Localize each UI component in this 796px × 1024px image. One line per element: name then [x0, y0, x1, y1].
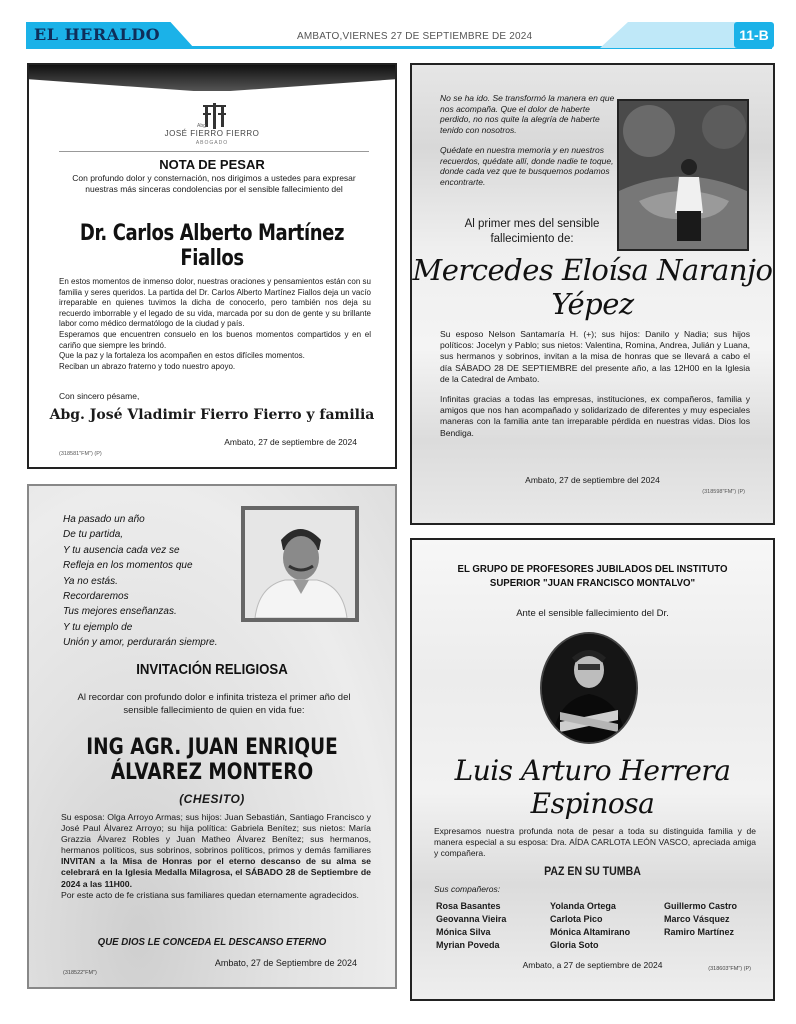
portrait-woman-icon — [619, 101, 749, 251]
notice-naranjo-yepez — [410, 63, 775, 525]
poem-line: Y tu ejemplo de — [63, 621, 133, 633]
portrait-man-icon — [245, 510, 355, 618]
closing-prayer: QUE DIOS LE CONCEDA EL DESCANSO ETERNO — [97, 936, 327, 948]
notice-body — [59, 277, 371, 372]
body-paragraph: Su esposo Nelson Santamaría H. (+); sus hijos: Danilo y Nadia; sus hijos políticos: Jocelyn y Pablo; sus nietos: Valentina, Romina, Andrea, Julián y Luana, sus hermanos y sobrinos, invitan a la misa de honras que se llevará a cabo el día SÁBADO 28 DE SEPTIEMBRE del presente año, a las 12H00 en la Iglesia de la Catedral de Ambato. — [440, 329, 750, 384]
logo-subtitle: ABOGADO — [195, 140, 229, 146]
logo-prefix: Abg. — [197, 123, 208, 129]
place-date: Ambato, a 27 de septiembre de 2024 — [522, 960, 663, 970]
poem — [440, 93, 620, 197]
title-line: SUPERIOR "JUAN FRANCISCO MONTALVO" — [489, 577, 696, 589]
companion-name: Guillermo Castro — [664, 901, 738, 911]
place-date: Ambato, 27 de septiembre de 2024 — [224, 437, 357, 447]
first-month-text: Al primer mes del sensible fallecimiento de: — [464, 218, 600, 245]
companion-name: Geovanna Vieira — [436, 914, 507, 924]
mass-invitation: INVITAN a la Misa de Honras por el eterno descanso de su alma se celebrará en la Iglesia Medalla Milagrosa, el SÁBADO 28 de Septiembre de 2024 a las 11H00. — [61, 856, 371, 889]
ad-code: (318581"FM") (P) — [59, 451, 102, 457]
title-line: EL GRUPO DE PROFESORES JUBILADOS DEL INSTITUTO — [457, 563, 728, 575]
companions-label: Sus compañeros: — [434, 884, 501, 894]
body-paragraph: Que la paz y la fortaleza los acompañen en estos difíciles momentos. — [59, 351, 305, 361]
poem-stanza: Quédate en nuestra memoria y en nuestros recuerdos, quédate allí, donde nadie te toque, donde cada vez que te busquemos podamos encontrarte. — [440, 145, 614, 187]
poem-line: Recordaremos — [63, 591, 129, 603]
poem-line: Ya no estás. — [63, 575, 118, 587]
body-paragraph: Esperamos que encuentren consuelo en los buenos momentos compartidos y en el cariño que siempre les brindó. — [59, 329, 371, 350]
notice-title: INVITACIÓN RELIGIOSA — [136, 661, 288, 678]
place-date: Ambato, 27 de septiembre del 2024 — [525, 475, 660, 485]
dateline: AMBATO,VIERNES 27 DE SEPTIEMBRE DE 2024 — [297, 31, 533, 42]
notice-title — [426, 562, 758, 590]
body-paragraph — [61, 812, 371, 890]
regards: Con sincero pésame, — [59, 391, 140, 401]
companion-name: Rosa Basantes — [436, 901, 501, 911]
companion-name: Mónica Silva — [436, 927, 491, 937]
notice-herrera-espinosa — [410, 538, 775, 1001]
notice-intro: Con profundo dolor y consternación, nos dirigimos a ustedes para expresar nuestras más sinceras condolencias por el sensible fallecimiento del — [72, 173, 356, 194]
body-paragraph: Infinitas gracias a todas las empresas, instituciones, ex compañeros, familia y amigos que nos han acompañado y solidarizado de diferentes y muy especiales maneras con la familia ante tan irreparable pérdida en nuestras vidas. Dios los Bendiga. — [440, 394, 750, 438]
poem-stanza: No se ha ido. Se transformó la manera en que nos acompaña. Que el dolor de haberte perdido, no nos quite la alegría de haberte tenido con nosotros. — [440, 93, 615, 135]
notice-title: NOTA DE PESAR — [159, 157, 265, 172]
notice-body — [61, 812, 371, 901]
poem-line: Ha pasado un año — [63, 514, 145, 525]
companion-name: Gloria Soto — [550, 940, 599, 950]
notice-body: Expresamos nuestra profunda nota de pesar a toda su distinguida familia y de manera especial a su esposa: Dra. AÍDA CARLOTA LEÓN VASCO, apreciada amiga y compañera. — [434, 826, 756, 858]
poem — [63, 512, 253, 651]
logo-name: JOSÉ FIERRO FIERRO — [164, 129, 260, 138]
deceased-name: Mercedes Eloísa Naranjo Yépez — [412, 253, 773, 321]
poem-line: Refleja en los momentos que — [63, 560, 193, 572]
deceased-photo — [617, 99, 749, 251]
rip-text: PAZ EN SU TUMBA — [544, 866, 641, 878]
body-paragraph: Por este acto de fe cristiana sus familiares quedan eternamente agradecidos. — [61, 889, 359, 900]
header-accent — [600, 22, 740, 48]
companions-column — [550, 900, 630, 952]
deceased-name — [58, 735, 365, 785]
companion-name: Ramiro Martínez — [664, 927, 735, 937]
poem-line: Tus mejores enseñanzas. — [63, 606, 177, 618]
companions-column — [436, 900, 506, 952]
family-list: Su esposa: Olga Arroyo Armas; sus hijos: Juan Sebastián, Santiago Francisco y José Paul Álvarez Arroyo; su hija política: Gabriela Benítez; sus nietos: María Grazzia Álvarez Robles y Juan Matheo Álvarez Benítez; sus hermanos, hermanos políticos, sus sobrinos, sobrinos políticos, primos y demás familiares — [61, 812, 371, 856]
companion-name: Mónica Altamirano — [550, 927, 631, 937]
notice-intro: Ante el sensible fallecimiento del Dr. — [516, 608, 669, 619]
deceased-photo — [540, 632, 638, 744]
poem-line: Unión y amor, perdurarán siempre. — [63, 637, 218, 649]
signature: Abg. José Vladimir Fierro Fierro y familia — [49, 407, 375, 423]
portrait-man-icon — [542, 634, 636, 742]
poem-line: Y tu ausencia cada vez se — [63, 544, 180, 556]
body-paragraph: Reciban un abrazo fraterno y todo nuestro apoyo. — [59, 361, 236, 371]
ad-code: (318603"FM") (P) — [708, 966, 751, 972]
divider — [59, 151, 369, 152]
notice-alvarez-montero — [27, 484, 397, 989]
name-line: ÁLVAREZ MONTERO — [110, 760, 314, 785]
place-date: Ambato, 27 de Septiembre de 2024 — [214, 958, 357, 968]
page-number: 11-B — [734, 22, 774, 48]
deceased-name: Luis Arturo Herrera Espinosa — [454, 754, 731, 820]
deceased-name: Dr. Carlos Alberto Martínez Fiallos — [79, 221, 345, 271]
notice-intro: Al recordar con profundo dolor e infinita tristeza el primer año del sensible fallecimiento de quien en vida fue: — [77, 692, 351, 716]
ad-code: (318522"FM") — [63, 970, 97, 976]
black-ribbon — [29, 65, 395, 91]
body-paragraph: En estos momentos de inmenso dolor, nuestras oraciones y pensamientos están con su familia y seres queridos. La partida del Dr. Carlos Alberto Martínez Fiallos deja un vacío irreparable en quienes tuvimos la dicha de conocerlo, pero también nos deja su recuerdo imborrable y el legado de su vida, marcada por su don de gente y su brillante labor como médico dermatólogo de la ciudad y país. — [59, 277, 371, 329]
ad-code: (318598"FM") (P) — [702, 489, 745, 495]
newspaper-logo: EL HERALDO — [34, 25, 161, 44]
companion-name: Myrian Poveda — [436, 940, 500, 950]
poem-line: De tu partida, — [63, 529, 124, 541]
page-header — [0, 0, 796, 52]
notice-martinez-fiallos — [27, 63, 397, 469]
deceased-photo — [241, 506, 359, 622]
companions-column — [664, 900, 737, 939]
notice-body — [440, 329, 750, 448]
companion-name: Carlota Pico — [550, 914, 603, 924]
name-line: ING AGR. JUAN ENRIQUE — [86, 735, 338, 760]
companion-name: Marco Vásquez — [664, 914, 730, 924]
companion-name: Yolanda Ortega — [550, 901, 616, 911]
nickname: (CHESITO) — [179, 792, 245, 806]
